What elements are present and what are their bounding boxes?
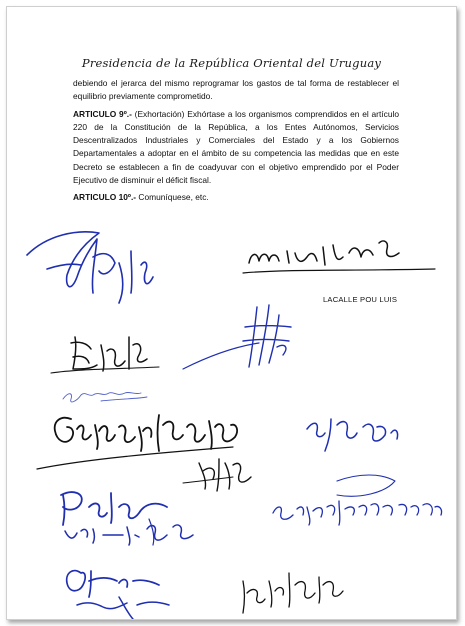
paragraph-text: debiendo el jerarca del mismo reprogramar los gastos de tal forma de restablecer el equilibrio previamente comprometido. (73, 78, 399, 102)
document-page (6, 6, 457, 620)
signature-12 (67, 571, 169, 619)
signature-10 (273, 475, 442, 525)
article-9-heading: ARTICULO 9º.- (73, 108, 132, 119)
signature-5 (63, 392, 147, 402)
signatures (7, 7, 456, 619)
printed-signatory-name: LACALLE POU LUIS (323, 295, 398, 304)
letterhead: Presidencia de la República Oriental del Uruguay (81, 56, 382, 70)
article-10-text: Comuníquese, etc. (136, 192, 209, 203)
article-10-heading: ARTICULO 10º.- (73, 192, 137, 203)
signature-11 (65, 519, 193, 545)
article-9-text: (Exhortación) Exhórtase a los organismos comprendidos en el artículo 220 de la Constitución de la República, a los Entes Autónomos, Servicios Descentralizados Industriales y Comerciales del Estado y a los Gobiernos Departamentales a adoptar en el ámbito de su competencia las medidas que en este Decreto se establecen a fin de coadyuvar con el objetivo emprendido por el Poder Ejecutivo de disminuir el déficit fiscal. (73, 108, 399, 186)
signature-3 (51, 337, 159, 373)
signature-7 (307, 419, 398, 451)
signature-4 (183, 305, 291, 369)
signature-9 (61, 492, 167, 525)
signature-8 (183, 459, 251, 491)
signature-lacalle-pou (243, 241, 435, 273)
signature-1 (27, 232, 153, 303)
signature-13 (243, 573, 343, 613)
signature-6 (37, 415, 237, 469)
